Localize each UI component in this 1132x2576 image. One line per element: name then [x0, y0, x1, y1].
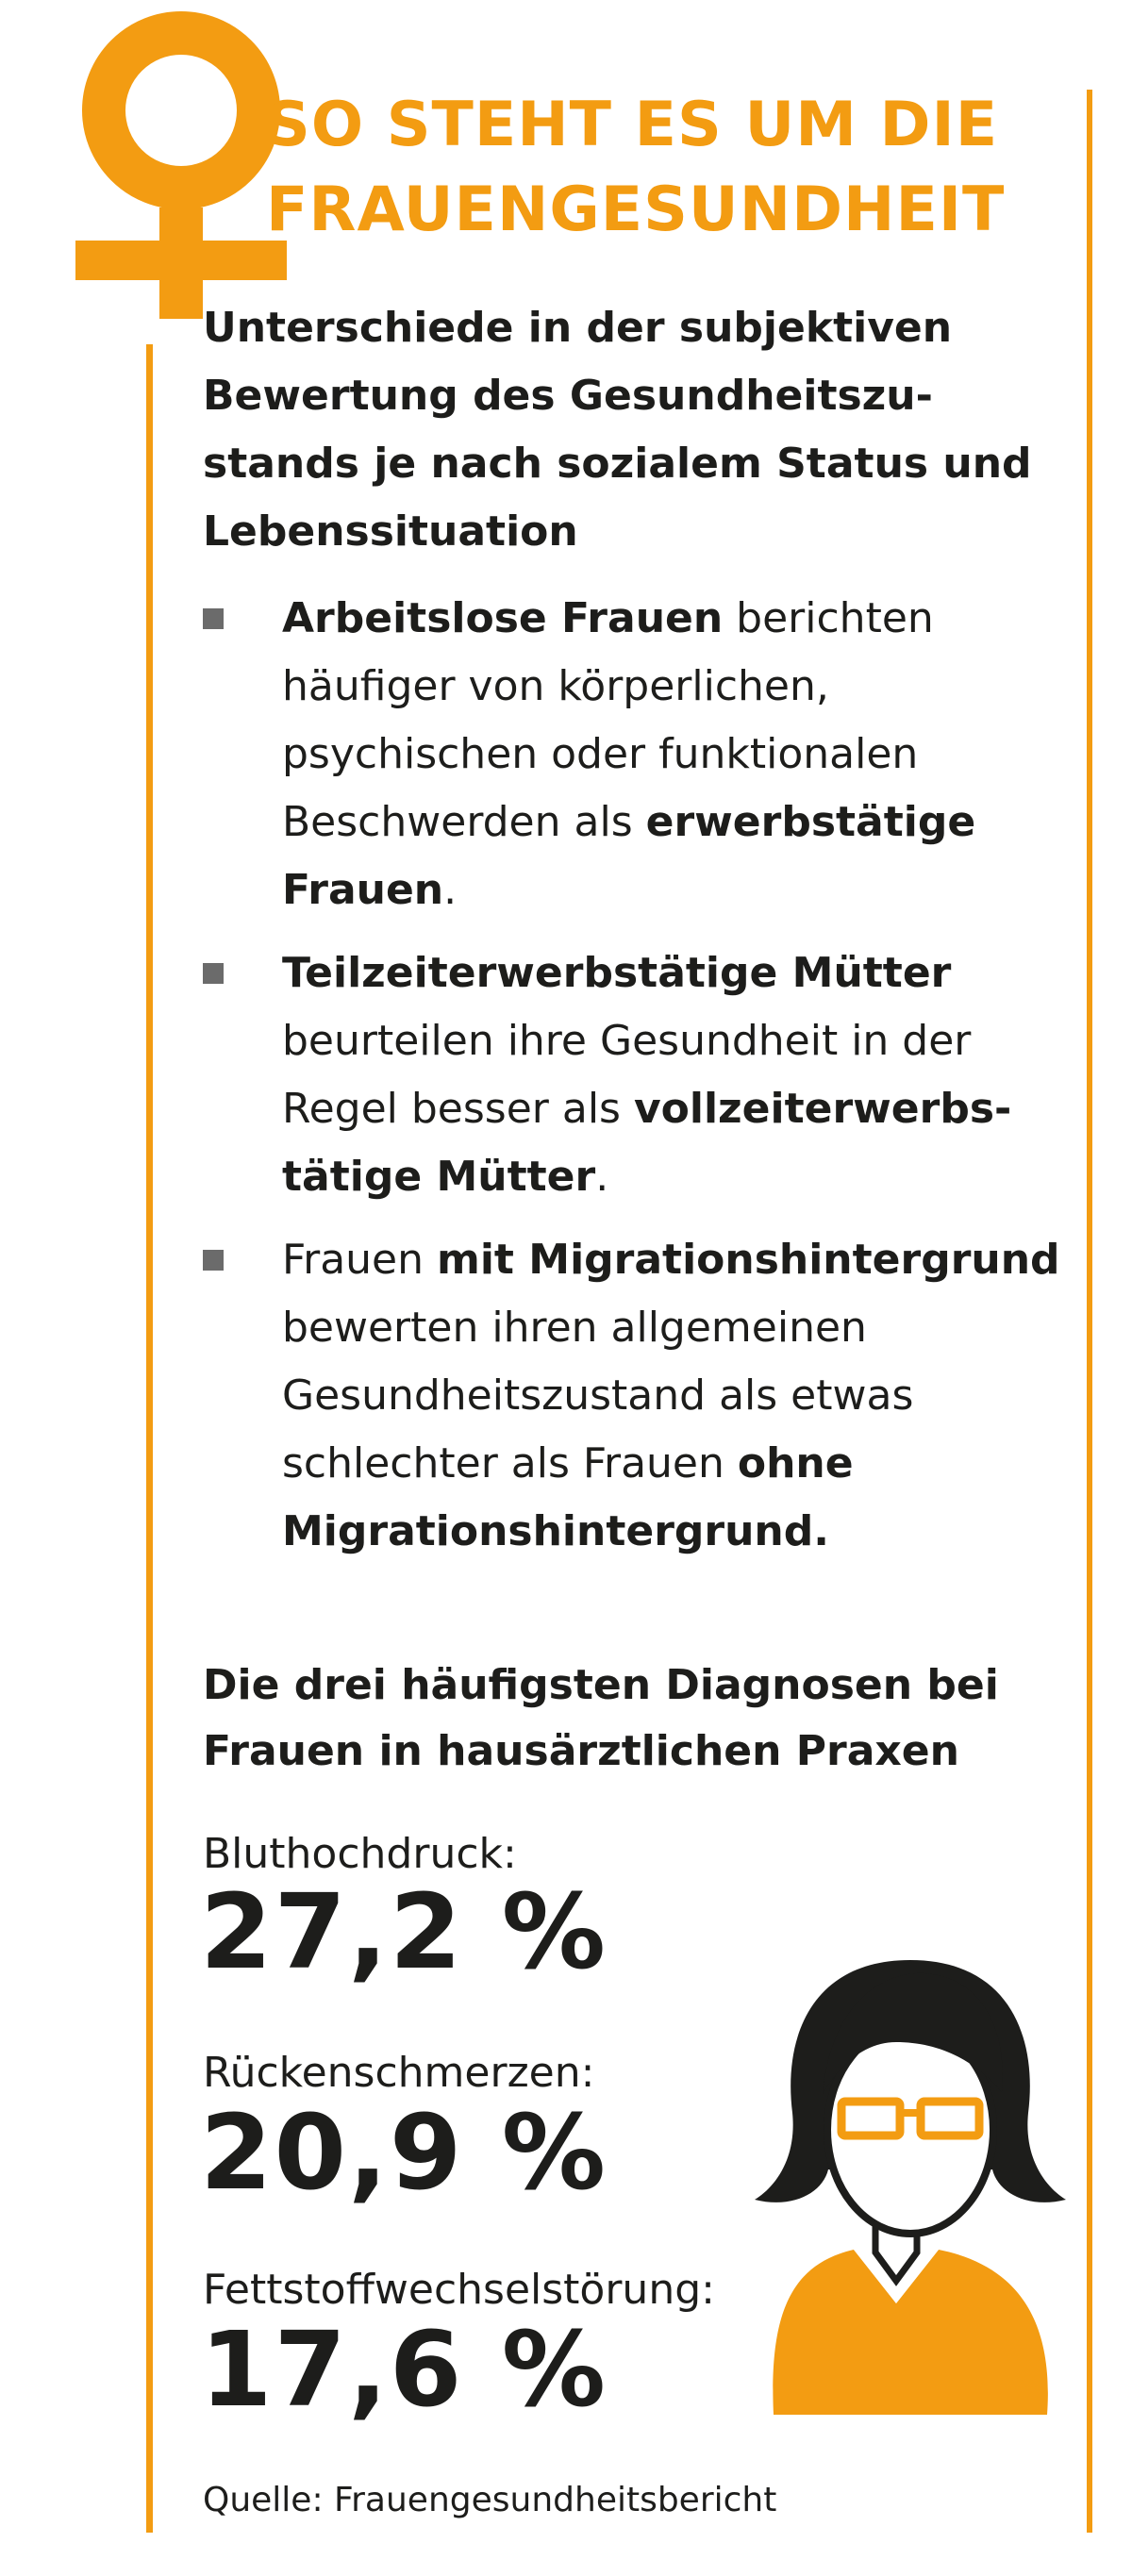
- bullet-item-migration: [203, 1226, 1080, 1566]
- bullet-bold-1: mit Migrationshintergrund: [437, 1236, 1060, 1284]
- intro-heading: Unterschiede in der subjektiven Bewertung des Gesundheitszustands je nach sozialem Status und Lebenssituation: [203, 304, 1032, 556]
- woman-illustration: [755, 1953, 1066, 2415]
- bullet-bold-3: vollzeiterwerbstätige Mütter: [282, 1085, 1012, 1201]
- bullet-square: [203, 608, 224, 629]
- venus-icon: [66, 5, 297, 321]
- diagnosis-label: Bluthochdruck:: [203, 1830, 517, 1878]
- bullet-bold-3: ohne Migrationshintergrund.: [282, 1439, 854, 1555]
- bullet-text-2: beurteilen ihre Gesundheit in der Regel besser als: [282, 1017, 972, 1133]
- bullet-square: [203, 1250, 224, 1271]
- bullet-bold-3: erwerbstätige Frauen: [282, 798, 976, 914]
- bullet-text: [282, 939, 1080, 1211]
- diagnosis-value: 27,2 %: [200, 1871, 608, 1992]
- bullet-square: [203, 963, 224, 984]
- page-title: [266, 83, 1077, 253]
- title-line-2: FRAUENGESUNDHEIT: [266, 175, 1006, 245]
- bullet-text-2: bewerten ihren allgemeinen Gesundheitszustand als etwas schlechter als Frauen: [282, 1304, 914, 1487]
- diagnosis-label: Fettstoffwechselstörung:: [203, 2266, 715, 2314]
- bullet-bold-1: Arbeitslose Frauen: [282, 594, 724, 642]
- diagnoses-heading: Die drei häufigsten Diagnosen bei Frauen in hausärztlichen Praxen: [203, 1661, 999, 1775]
- title-line-1: SO STEHT ES UM DIE: [266, 90, 999, 160]
- source-note: Quelle: Frauengesundheitsbericht: [203, 2481, 777, 2519]
- bullet-text-2: berichten häufiger von körperlichen, psychischen oder funktionalen Beschwerden als: [282, 594, 934, 846]
- diagnosis-value: 17,6 %: [200, 2309, 608, 2430]
- frame-line-right: [1087, 90, 1092, 2533]
- bullet-item-unemployed: [203, 585, 1080, 924]
- bullet-text: [282, 1226, 1080, 1566]
- diagnosis-label: Rückenschmerzen:: [203, 2049, 595, 2097]
- bullet-text-0: Frauen: [282, 1236, 437, 1284]
- bullet-bold-1: Teilzeiterwerbstätige Mütter: [282, 949, 952, 997]
- bullet-text-4: .: [443, 866, 458, 914]
- diagnosis-value: 20,9 %: [200, 2092, 608, 2213]
- bullet-item-part-time: [203, 939, 1080, 1211]
- bullet-text: [282, 585, 1080, 924]
- frame-line-left: [146, 344, 153, 2533]
- bullet-text-4: .: [595, 1153, 609, 1201]
